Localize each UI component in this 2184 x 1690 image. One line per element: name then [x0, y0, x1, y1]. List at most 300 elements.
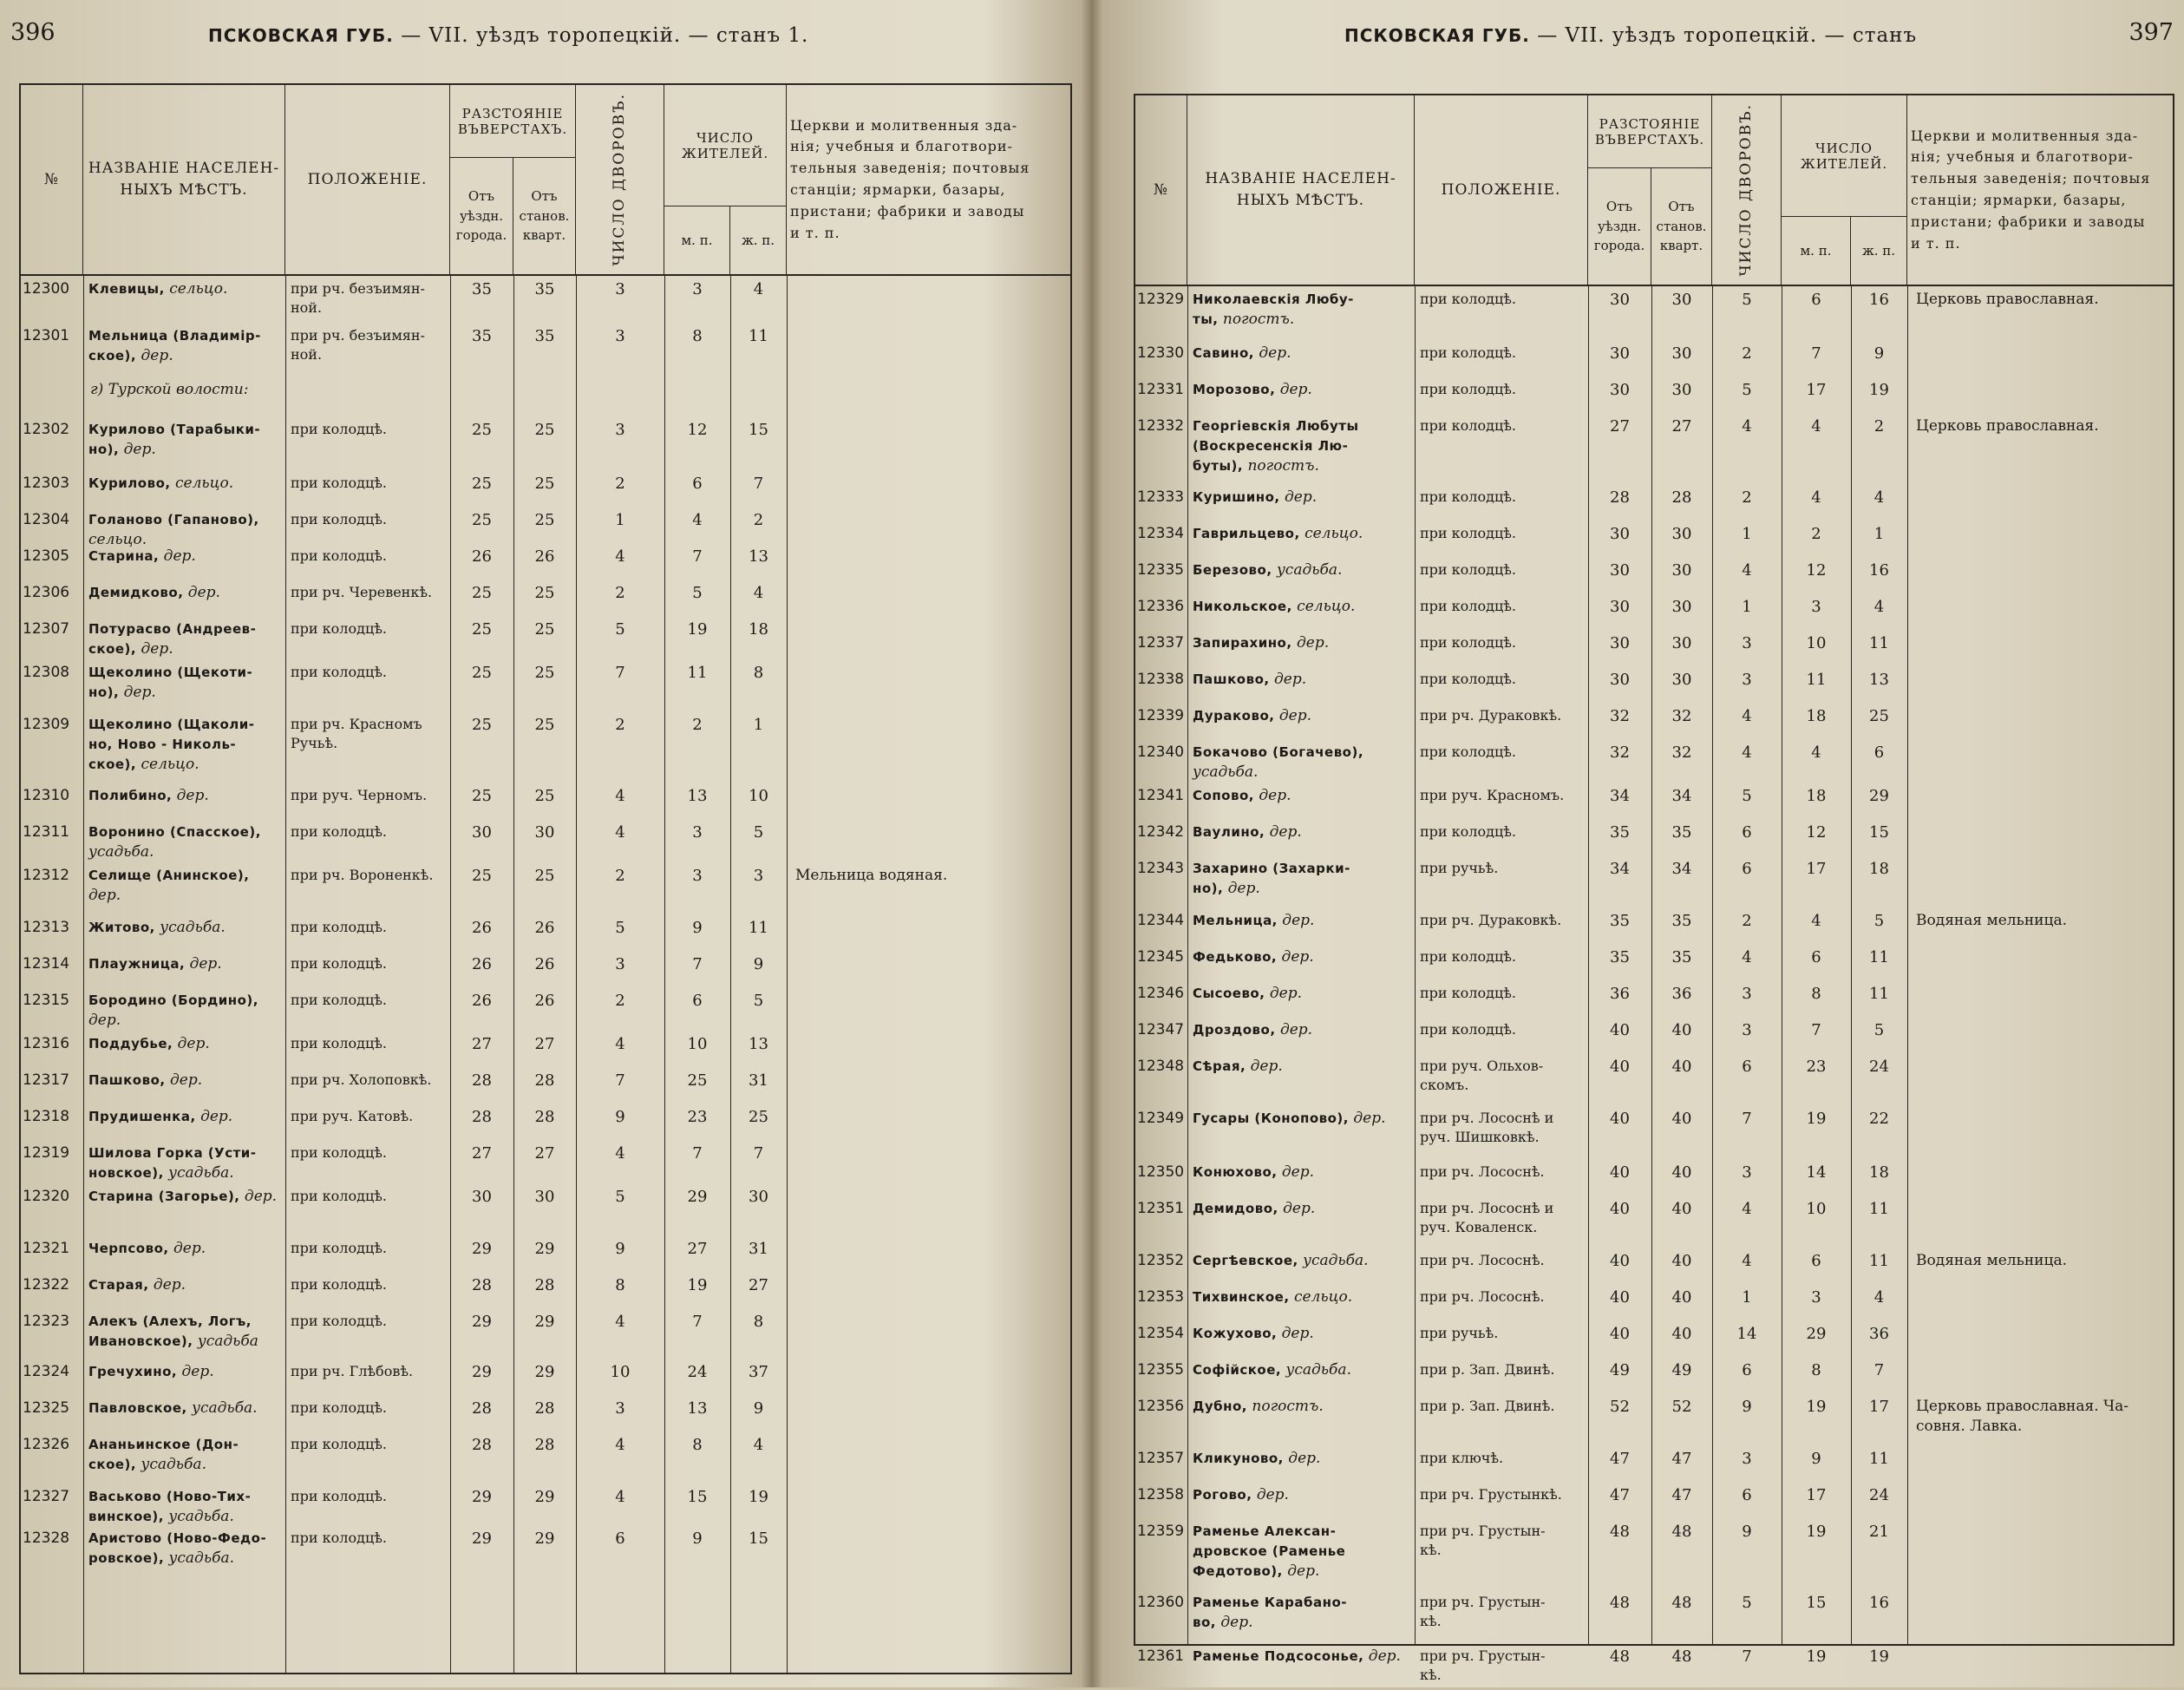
distance-from-town: 30	[1610, 561, 1630, 580]
settlement-position: при колодцѣ.	[291, 511, 387, 527]
female-count: 15	[749, 421, 768, 439]
male-count: 15	[1806, 1594, 1827, 1612]
settlement-type: дер.	[88, 1011, 121, 1029]
row-number: 12319	[23, 1144, 70, 1162]
distance-from-town: 28	[472, 1108, 492, 1126]
table-row	[1135, 822, 2173, 859]
settlement-position: при колодцѣ.	[1420, 634, 1516, 651]
settlement-name	[1193, 1647, 1411, 1667]
female-count: 31	[749, 1071, 768, 1090]
settlement-name-main: Полибино,	[88, 788, 173, 803]
distance-from-town: 25	[472, 421, 492, 439]
distance-from-town: 49	[1610, 1361, 1630, 1379]
yards-count: 3	[615, 327, 625, 345]
row-number: 12312	[23, 867, 70, 884]
row-number: 12360	[1137, 1594, 1185, 1611]
distance-from-stan: 25	[534, 620, 555, 639]
settlement-name	[88, 1399, 282, 1418]
row-number: 12301	[23, 327, 70, 344]
settlement-name-main: Раменье Карабано- во,	[1193, 1595, 1348, 1630]
settlement-type: дер.	[1291, 634, 1330, 652]
distance-from-town: 35	[1610, 948, 1630, 966]
row-number: 12313	[23, 919, 70, 936]
settlement-name-main: Никольское,	[1193, 599, 1292, 614]
distance-from-town: 26	[472, 919, 492, 937]
row-number: 12344	[1137, 912, 1185, 929]
settlement-name	[1193, 597, 1411, 617]
distance-from-stan: 25	[534, 867, 555, 885]
distance-from-town: 28	[472, 1071, 492, 1090]
distance-from-stan: 35	[534, 327, 555, 345]
settlement-name	[1193, 743, 1411, 783]
row-number: 12342	[1137, 823, 1185, 841]
settlement-position: при колодцѣ.	[1420, 344, 1516, 361]
settlement-name-main: Николаевскія Любу- ты,	[1193, 291, 1354, 327]
distance-from-town: 48	[1610, 1594, 1630, 1612]
table-row	[1135, 1163, 2173, 1199]
female-count: 30	[749, 1188, 768, 1206]
row-number: 12320	[23, 1188, 70, 1205]
table-row	[21, 954, 1070, 991]
settlement-type: погостъ.	[1246, 1398, 1324, 1415]
row-number: 12329	[1137, 291, 1185, 308]
distance-from-town: 28	[472, 1276, 492, 1294]
settlement-name	[1193, 633, 1411, 653]
running-title-district: — VII. уѣздъ торопецкій. — станъ	[1529, 24, 1918, 47]
left-page	[0, 0, 1080, 1687]
distance-from-town: 52	[1610, 1398, 1630, 1416]
male-count: 17	[1806, 860, 1827, 878]
row-number: 12356	[1137, 1398, 1185, 1415]
settlement-position: при колодцѣ.	[291, 1144, 387, 1161]
male-count: 6	[1811, 1252, 1821, 1270]
running-header	[0, 19, 1080, 54]
male-count: 6	[1811, 948, 1821, 966]
female-count: 5	[1873, 1021, 1885, 1039]
settlement-position: при колодцѣ.	[291, 547, 387, 564]
male-count: 19	[1806, 1647, 1827, 1666]
settlement-type: дер.	[1223, 879, 1260, 897]
table-row	[1135, 911, 2173, 947]
female-count: 27	[749, 1276, 768, 1294]
male-count: 3	[692, 823, 703, 842]
table-row	[1135, 380, 2173, 416]
settlement-position: при рч. безъимян- ной.	[291, 280, 425, 316]
yards-count: 8	[615, 1276, 625, 1294]
female-count: 6	[1873, 743, 1885, 762]
distance-from-town: 30	[1610, 671, 1630, 689]
female-count: 18	[1869, 860, 1889, 878]
male-count: 7	[692, 1144, 703, 1163]
row-number: 12338	[1137, 671, 1185, 688]
female-count: 25	[1869, 707, 1889, 725]
distance-from-stan: 35	[1671, 823, 1692, 842]
settlement-name-main: Старая,	[88, 1277, 149, 1293]
settlement-type: дер.	[195, 1108, 233, 1125]
settlement-position: при колодцѣ.	[1420, 417, 1516, 434]
yards-count: 3	[1742, 671, 1752, 689]
settlement-position: при рч. Грустын- кѣ.	[1420, 1594, 1546, 1629]
distance-from-town: 40	[1610, 1110, 1630, 1128]
yards-count: 4	[615, 547, 625, 566]
settlement-position: при руч. Катовѣ.	[291, 1108, 414, 1124]
settlement-type: усадьба.	[154, 919, 226, 936]
distance-from-town: 34	[1610, 787, 1630, 805]
settlement-name	[1193, 670, 1411, 690]
settlement-position: при колодцѣ.	[291, 823, 387, 840]
distance-from-stan: 48	[1671, 1523, 1692, 1541]
male-count: 7	[692, 547, 703, 566]
settlement-name-main: Черпсово,	[88, 1241, 169, 1256]
distance-from-stan: 48	[1671, 1647, 1692, 1666]
row-number: 12317	[23, 1071, 70, 1089]
settlement-position: при колодцѣ.	[1420, 561, 1516, 578]
header-inhabitants: ЧИСЛО ЖИТЕЛЕЙ.	[664, 85, 787, 206]
section-title: г) Турской волости:	[90, 381, 249, 398]
female-count: 11	[1869, 985, 1889, 1003]
row-number: 12335	[1137, 561, 1185, 579]
yards-count: 5	[1742, 1594, 1752, 1612]
header-yards-label: ЧИСЛО ДВОРОВЪ.	[611, 93, 629, 266]
male-count: 24	[687, 1363, 708, 1381]
settlement-position: при рч. Лососнѣ.	[1420, 1163, 1545, 1180]
distance-from-stan: 25	[534, 716, 555, 734]
male-count: 10	[1806, 1200, 1827, 1218]
distance-from-stan: 40	[1671, 1252, 1692, 1270]
settlement-type: дер.	[1283, 1450, 1321, 1467]
header-yards	[1712, 95, 1782, 286]
distance-from-town: 30	[1610, 525, 1630, 543]
settlement-table	[19, 83, 1072, 1674]
female-count: 2	[1873, 417, 1885, 436]
yards-count: 3	[1742, 1163, 1752, 1182]
male-count: 9	[1811, 1450, 1821, 1468]
distance-from-town: 30	[1610, 634, 1630, 652]
settlement-type: дер.	[159, 547, 196, 565]
row-number: 12351	[1137, 1200, 1185, 1217]
male-count: 12	[1806, 823, 1827, 842]
section-heading	[21, 380, 1070, 420]
distance-from-stan: 48	[1671, 1594, 1692, 1612]
row-number: 12333	[1137, 488, 1185, 506]
settlement-type: дер.	[88, 886, 121, 904]
settlement-name-main: Софійское,	[1193, 1362, 1282, 1378]
distance-from-town: 40	[1610, 1058, 1630, 1076]
settlement-type: дер.	[1277, 948, 1314, 966]
settlement-name-main: Демидово,	[1193, 1201, 1278, 1216]
table-row	[1135, 560, 2173, 597]
distance-from-town: 35	[472, 280, 492, 298]
table-row	[1135, 416, 2173, 488]
female-count: 19	[1869, 381, 1889, 399]
settlement-position: при рч. Лососнѣ и руч. Шишковкѣ.	[1420, 1110, 1554, 1145]
distance-from-town: 48	[1610, 1523, 1630, 1541]
table-row	[21, 583, 1070, 619]
running-title-province: ПСКОВСКАЯ ГУБ.	[208, 25, 394, 46]
distance-from-stan: 28	[534, 1071, 555, 1090]
distance-from-stan: 30	[1671, 561, 1692, 580]
yards-count: 1	[1742, 525, 1752, 543]
settlement-name-main: Захарино (Захарки- но),	[1193, 861, 1350, 896]
settlement-type: дер.	[119, 683, 156, 701]
table-row	[1135, 1251, 2173, 1287]
settlement-name-main: Мельница,	[1193, 913, 1278, 928]
settlement-table	[1134, 94, 2174, 1683]
row-number: 12314	[23, 955, 70, 973]
yards-count: 3	[1742, 1450, 1752, 1468]
notes-cell: Церковь православная.	[1916, 417, 2099, 435]
female-count: 2	[753, 511, 764, 529]
settlement-name	[88, 1529, 282, 1569]
distance-from-town: 27	[472, 1144, 492, 1163]
settlement-position: при колодцѣ.	[1420, 1021, 1516, 1038]
settlement-name-main: Дураково,	[1193, 708, 1275, 724]
settlement-name-main: Савино,	[1193, 345, 1254, 361]
settlement-position: при ручьѣ.	[1420, 1325, 1499, 1341]
male-count: 19	[1806, 1523, 1827, 1541]
row-number: 12337	[1137, 634, 1185, 652]
female-count: 5	[1873, 912, 1885, 930]
distance-from-stan: 40	[1671, 1110, 1692, 1128]
settlement-name	[1193, 1522, 1411, 1582]
settlement-name	[88, 1107, 282, 1127]
settlement-name-main: Демидково,	[88, 585, 184, 600]
settlement-type: дер.	[1275, 1021, 1313, 1038]
page-number: 397	[2128, 19, 2174, 46]
distance-from-town: 30	[1610, 344, 1630, 363]
distance-from-stan: 29	[534, 1530, 555, 1548]
distance-from-stan: 47	[1671, 1450, 1692, 1468]
settlement-name	[88, 474, 282, 494]
notes-cell: Мельница водяная.	[795, 867, 948, 884]
female-count: 7	[1873, 1361, 1885, 1379]
settlement-name-main: Алекъ (Алехъ, Логъ, Ивановское),	[88, 1313, 252, 1349]
row-number: 12332	[1137, 417, 1185, 435]
male-count: 29	[687, 1188, 708, 1206]
male-count: 3	[692, 867, 703, 885]
female-count: 10	[749, 787, 768, 805]
yards-count: 3	[615, 955, 625, 973]
yards-count: 4	[1742, 417, 1752, 436]
row-number: 12357	[1137, 1450, 1185, 1467]
table-row	[21, 1187, 1070, 1239]
table-row	[21, 510, 1070, 547]
yards-count: 1	[1742, 1288, 1752, 1307]
row-number: 12323	[23, 1313, 70, 1330]
table-row	[1135, 1397, 2173, 1449]
row-number: 12350	[1137, 1163, 1185, 1181]
male-count: 8	[692, 1436, 703, 1454]
notes-cell: Церковь православная.	[1916, 291, 2099, 308]
settlement-name-main: Старина,	[88, 548, 160, 564]
settlement-name	[88, 786, 282, 806]
settlement-position: при рч. Лососнѣ.	[1420, 1288, 1545, 1305]
table-row	[1135, 1199, 2173, 1251]
female-count: 16	[1869, 1594, 1889, 1612]
yards-count: 1	[1742, 598, 1752, 616]
settlement-name	[1193, 984, 1411, 1004]
settlement-name-main: Потурасво (Андреев- ское),	[88, 621, 257, 657]
settlement-position: при колодцѣ.	[291, 1035, 387, 1051]
female-count: 24	[1869, 1058, 1889, 1076]
running-header	[1115, 19, 2184, 54]
distance-from-stan: 25	[534, 475, 555, 493]
settlement-type: дер.	[136, 346, 173, 364]
yards-count: 7	[615, 664, 625, 682]
table-row	[21, 420, 1070, 474]
row-number: 12300	[23, 280, 70, 298]
settlement-position: при колодцѣ.	[1420, 598, 1516, 614]
distance-from-town: 32	[1610, 743, 1630, 762]
header-yards	[576, 85, 664, 276]
table-row	[21, 1529, 1070, 1574]
distance-from-stan: 30	[1671, 381, 1692, 399]
female-count: 21	[1869, 1523, 1889, 1541]
male-count: 17	[1806, 381, 1827, 399]
female-count: 7	[753, 1144, 764, 1163]
settlement-position: при рч. Грустын- кѣ.	[1420, 1647, 1546, 1683]
settlement-position: при колодцѣ.	[291, 1313, 387, 1329]
male-count: 11	[1806, 671, 1827, 689]
row-number: 12303	[23, 475, 70, 492]
settlement-name	[1193, 947, 1411, 967]
table-row	[1135, 488, 2173, 524]
settlement-name-main: Георгіевскія Любуты (Воскресенскія Лю- буты),	[1193, 418, 1359, 474]
row-number: 12330	[1137, 344, 1185, 362]
settlement-position: при колодцѣ.	[291, 620, 387, 637]
row-number: 12334	[1137, 525, 1185, 542]
settlement-name	[1193, 524, 1411, 544]
yards-count: 7	[1742, 1110, 1752, 1128]
settlement-position: при рч. Лососнѣ и руч. Коваленск.	[1420, 1200, 1554, 1235]
row-number: 12345	[1137, 948, 1185, 966]
page-number: 396	[10, 19, 56, 46]
settlement-position: при рч. Глѣбовѣ.	[291, 1363, 414, 1379]
male-count: 8	[692, 327, 703, 345]
table-row	[1135, 1449, 2173, 1485]
settlement-type: дер.	[1246, 1058, 1283, 1075]
female-count: 15	[1869, 823, 1889, 842]
table-row	[21, 1362, 1070, 1399]
female-count: 13	[749, 1035, 768, 1053]
settlement-name	[88, 866, 282, 906]
header-from-town: Отъ уѣздн. города.	[1588, 168, 1651, 286]
settlement-type: дер.	[119, 440, 156, 458]
distance-from-stan: 29	[534, 1240, 555, 1258]
table-row	[21, 663, 1070, 715]
notes-cell: Водяная мельница.	[1916, 1252, 2067, 1269]
distance-from-town: 48	[1610, 1647, 1630, 1666]
settlement-name-main: Плаужница,	[88, 956, 186, 972]
settlement-position: при колодцѣ.	[291, 955, 387, 972]
female-count: 9	[753, 1399, 764, 1418]
settlement-name	[1193, 1449, 1411, 1469]
male-count: 18	[1806, 787, 1827, 805]
male-count: 11	[687, 664, 708, 682]
settlement-position: при рч. Красномъ Ручьѣ.	[291, 716, 422, 751]
distance-from-stan: 25	[534, 787, 555, 805]
female-count: 3	[753, 867, 764, 885]
distance-from-town: 29	[472, 1313, 492, 1331]
table-row	[1135, 290, 2173, 344]
male-count: 2	[692, 716, 703, 734]
row-number: 12322	[23, 1276, 70, 1294]
distance-from-stan: 28	[534, 1276, 555, 1294]
distance-from-stan: 30	[1671, 634, 1692, 652]
distance-from-stan: 47	[1671, 1486, 1692, 1504]
settlement-type: дер.	[173, 1035, 210, 1052]
settlement-name-main: Гусары (Конопово),	[1193, 1110, 1349, 1126]
settlement-type: усадьба.	[1272, 561, 1343, 579]
yards-count: 5	[615, 1188, 625, 1206]
distance-from-stan: 32	[1671, 743, 1692, 762]
settlement-type: дер.	[1282, 1562, 1320, 1580]
distance-from-town: 25	[472, 787, 492, 805]
settlement-name-main: Мельница (Владимір- ское),	[88, 328, 261, 364]
distance-from-stan: 30	[534, 823, 555, 842]
settlement-name-main: Щеколино (Щаколи- но, Ново - Николь- ское),	[88, 717, 255, 772]
row-number: 12349	[1137, 1110, 1185, 1127]
settlement-name	[1193, 1057, 1411, 1077]
distance-from-stan: 28	[534, 1108, 555, 1126]
yards-count: 2	[615, 867, 625, 885]
row-number: 12311	[23, 823, 70, 841]
header-inhabitants: ЧИСЛО ЖИТЕЛЕЙ.	[1782, 95, 1907, 217]
female-count: 25	[749, 1108, 768, 1126]
settlement-name-main: Старина (Загорье),	[88, 1189, 240, 1204]
yards-count: 4	[1742, 707, 1752, 725]
settlement-position: при колодцѣ.	[1420, 291, 1516, 307]
header-from-town: Отъ уѣздн. города.	[450, 158, 513, 276]
male-count: 29	[1806, 1325, 1827, 1343]
female-count: 29	[1869, 787, 1889, 805]
table-row	[1135, 633, 2173, 670]
female-count: 36	[1869, 1325, 1889, 1343]
yards-count: 6	[1742, 1058, 1752, 1076]
settlement-position: при колодцѣ.	[291, 992, 387, 1008]
settlement-position: при ручьѣ.	[1420, 860, 1499, 876]
settlement-name-main: Щеколино (Щекоти- но),	[88, 665, 253, 700]
distance-from-town: 30	[1610, 291, 1630, 309]
settlement-position: при р. Зап. Двинѣ.	[1420, 1361, 1555, 1378]
settlement-name-main: Курилово,	[88, 475, 171, 491]
distance-from-stan: 30	[1671, 291, 1692, 309]
settlement-name-main: Раменье Подсосонье,	[1193, 1648, 1364, 1664]
female-count: 4	[753, 1436, 764, 1454]
yards-count: 4	[615, 1313, 625, 1331]
settlement-name-main: Пашково,	[1193, 671, 1270, 687]
row-number: 12339	[1137, 707, 1185, 724]
settlement-name-main: Гречухино,	[88, 1364, 178, 1379]
male-count: 4	[692, 511, 703, 529]
table-row	[21, 1399, 1070, 1435]
settlement-name-main: Сѣрая,	[1193, 1058, 1246, 1074]
header-notes: Церкви и молитвенныя зда- нія; учебныя и благотвори- тельныя заведенія; почтовыя станціи; ярмарки, базары, пристани; фабрики и заводы и т. п.	[1907, 95, 2173, 286]
distance-from-stan: 26	[534, 955, 555, 973]
row-number: 12346	[1137, 985, 1185, 1002]
distance-from-town: 26	[472, 547, 492, 566]
table-row	[1135, 984, 2173, 1020]
settlement-name	[1193, 1163, 1411, 1182]
distance-from-town: 25	[472, 475, 492, 493]
settlement-position: при колодцѣ.	[291, 919, 387, 935]
settlement-name	[1193, 786, 1411, 806]
table-row	[21, 1107, 1070, 1143]
yards-count: 4	[615, 823, 625, 842]
yards-count: 2	[615, 992, 625, 1010]
settlement-position: при колодцѣ.	[1420, 743, 1516, 760]
distance-from-stan: 30	[1671, 525, 1692, 543]
